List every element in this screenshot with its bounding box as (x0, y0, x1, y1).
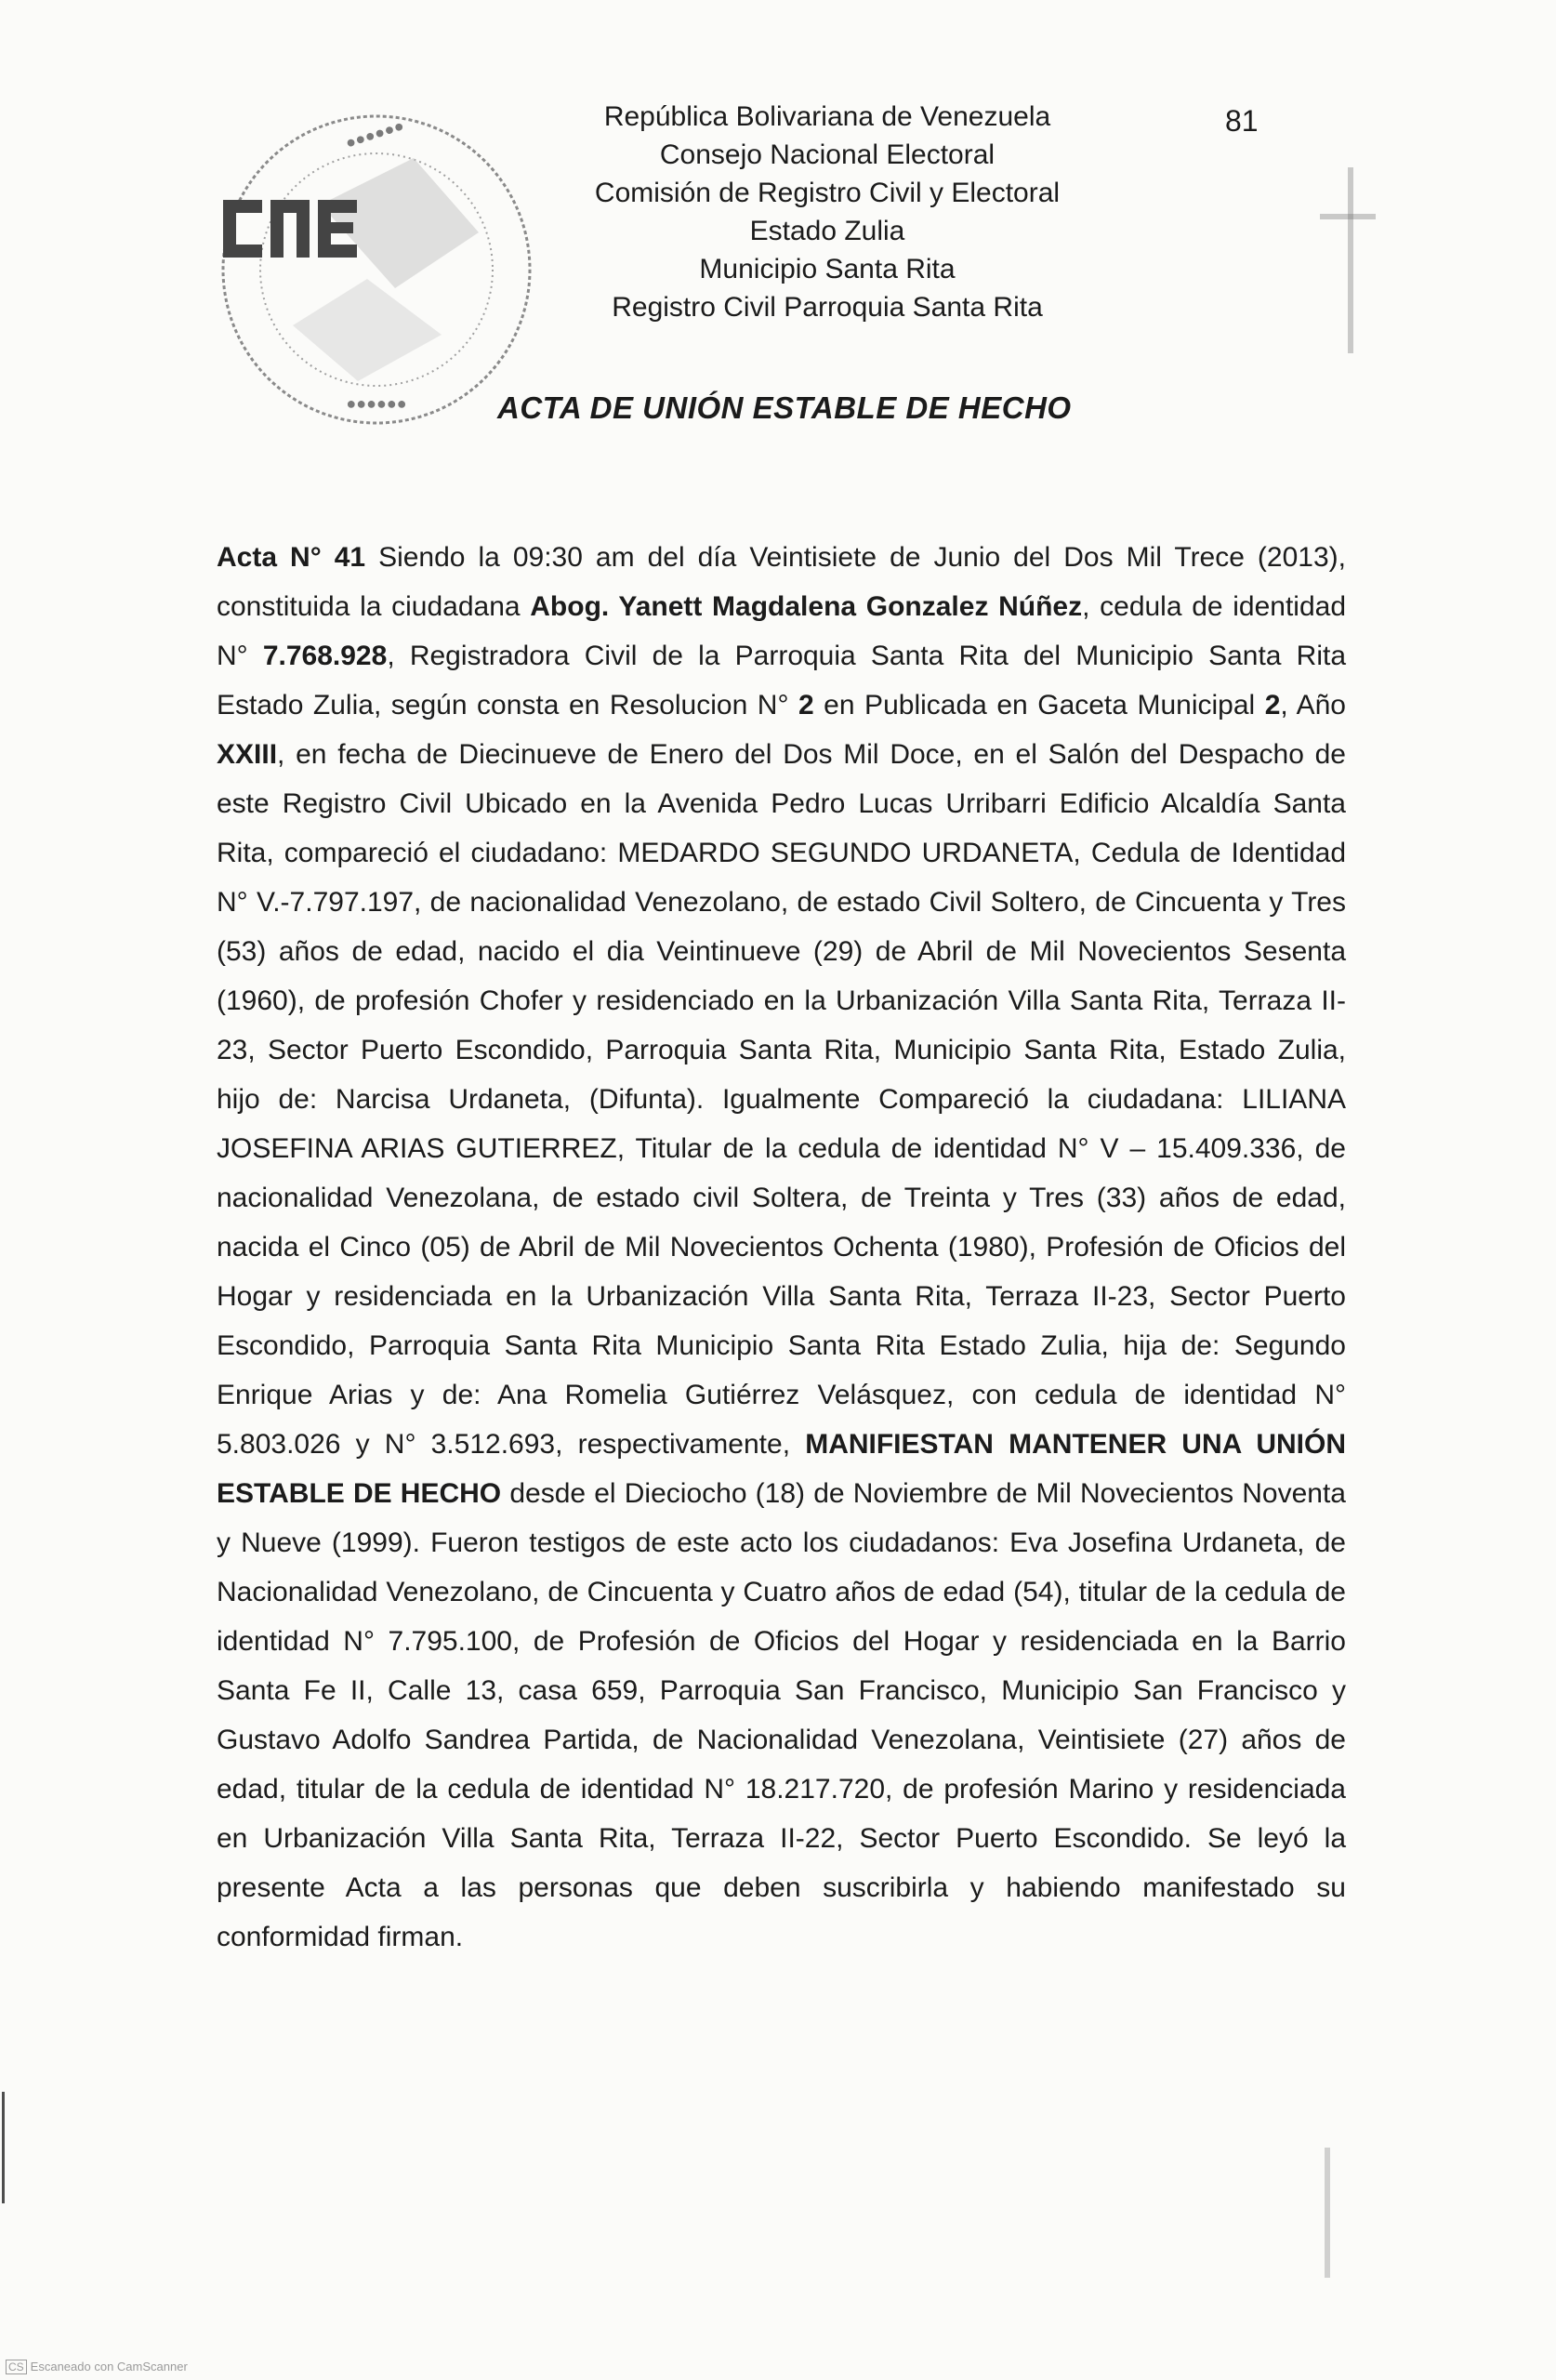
body-text-segment: Siendo la 09:30 am del día Veintisiete de Junio del Dos Mil Trece (2013), constituida la ciudadana (217, 542, 1346, 622)
scan-artifact (1320, 214, 1376, 219)
cne-seal-icon (209, 102, 544, 437)
gazette-number: 2 (1264, 690, 1281, 721)
svg-text:●●●●●●: ●●●●●● (343, 115, 407, 152)
body-text-segment: , cedula de identidad N° (217, 591, 1347, 671)
document-body (217, 533, 1346, 1962)
page-number: 81 (1225, 104, 1259, 138)
declaration-text: MANIFIESTAN MANTENER UNA UNIÓN ESTABLE DE HECHO (217, 1429, 1347, 1509)
header-line: Comisión de Registro Civil y Electoral (594, 178, 1061, 208)
scanner-watermark (6, 2360, 188, 2374)
header-line: Estado Zulia (749, 216, 905, 246)
resolution-number: 2 (798, 690, 814, 721)
svg-text:●●●●●●: ●●●●●● (346, 394, 407, 413)
header-line: República Bolivariana de Venezuela (603, 101, 1051, 132)
institution-header (502, 98, 1153, 326)
body-text-segment: , Año (1280, 690, 1346, 721)
body-text-segment: , Registradora Civil de la Parroquia Santa Rita del Municipio Santa Rita Estado Zulia, según consta en Resolucion N° (217, 641, 1347, 721)
registrar-name: Abog. Yanett Magdalena Gonzalez Núñez (530, 591, 1083, 622)
header-line: Registro Civil Parroquia Santa Rita (612, 292, 1043, 323)
body-text-segment: desde el Dieciocho (18) de Noviembre de Mil Novecientos Noventa y Nueve (1999). Fueron testigos de este acto los ciudadanos: Eva Josefina Urdaneta, de Nacionalidad Venezolano, de Cincuenta y Cuatro años de edad (54), titular de la cedula de identidad N° 7.795.100, de Profesión de Oficios del Hogar y residenciada en la Barrio Santa Fe II, Calle 13, casa 659, Parroquia San Francisco, Municipio San Francisco y Gustavo Adolfo Sandrea Partida, de Nacionalidad Venezolana, Veintisiete (27) años de edad, titular de la cedula de identidad N° 18.217.720, de profesión Marino y residenciada en Urbanización Villa Santa Rita, Terraza II-22, Sector Puerto Escondido. Se leyó la presente Acta a las personas que deben suscribirla y habiendo manifestado su conformidad firman. (217, 1478, 1346, 1952)
document-title: ACTA DE UNIÓN ESTABLE DE HECHO (497, 390, 1072, 425)
camscanner-icon: CS (6, 2360, 27, 2374)
scan-artifact (1325, 2148, 1330, 2278)
registrar-id: 7.768.928 (262, 641, 388, 671)
body-paragraph (217, 533, 1346, 1962)
header-line: Consejo Nacional Electoral (659, 139, 996, 170)
header-line: Municipio Santa Rita (699, 254, 956, 284)
body-text-segment: , en fecha de Diecinueve de Enero del Dos Mil Doce, en el Salón del Despacho de este Registro Civil Ubicado en la Avenida Pedro Lucas Urribarri Edificio Alcaldía Santa Rita, compareció el ciudadano: MEDARDO SEGUNDO URDANETA, Cedula de Identidad N° V.-7.797.197, de nacionalidad Venezolano, de estado Civil Soltero, de Cincuenta y Tres (53) años de edad, nacido el dia Veintinueve (29) de Abril de Mil Novecientos Sesenta (1960), de profesión Chofer y residenciado en la Urbanización Villa Santa Rita, Terraza II-23, Sector Puerto Escondido, Parroquia Santa Rita, Municipio Santa Rita, Estado Zulia, hijo de: Narcisa Urdaneta, (Difunta). Igualmente Compareció la ciudadana: LILIANA JOSEFINA ARIAS GUTIERREZ, Titular de la cedula de identidad N° V – 15.409.336, de nacionalidad Venezolana, de estado civil Soltera, de Treinta y Tres (33) años de edad, nacida el Cinco (05) de Abril de Mil Novecientos Ochenta (1980), Profesión de Oficios del Hogar y residenciada en la Urbanización Villa Santa Rita, Terraza II-23, Sector Puerto Escondido, Parroquia Santa Rita Municipio Santa Rita Estado Zulia, hija de: Segundo Enrique Arias y de: Ana Romelia Gutiérrez Velásquez, con cedula de identidad N° 5.803.026 y N° 3.512.693, respectivamente, (217, 739, 1346, 1460)
scanner-text: Escaneado con CamScanner (30, 2360, 188, 2373)
gazette-year: XXIII (217, 739, 278, 770)
scan-artifact (1348, 167, 1353, 353)
body-text-segment: en Publicada en Gaceta Municipal (813, 690, 1265, 721)
acta-number: Acta N° 41 (217, 542, 366, 573)
scan-artifact (2, 2092, 5, 2203)
